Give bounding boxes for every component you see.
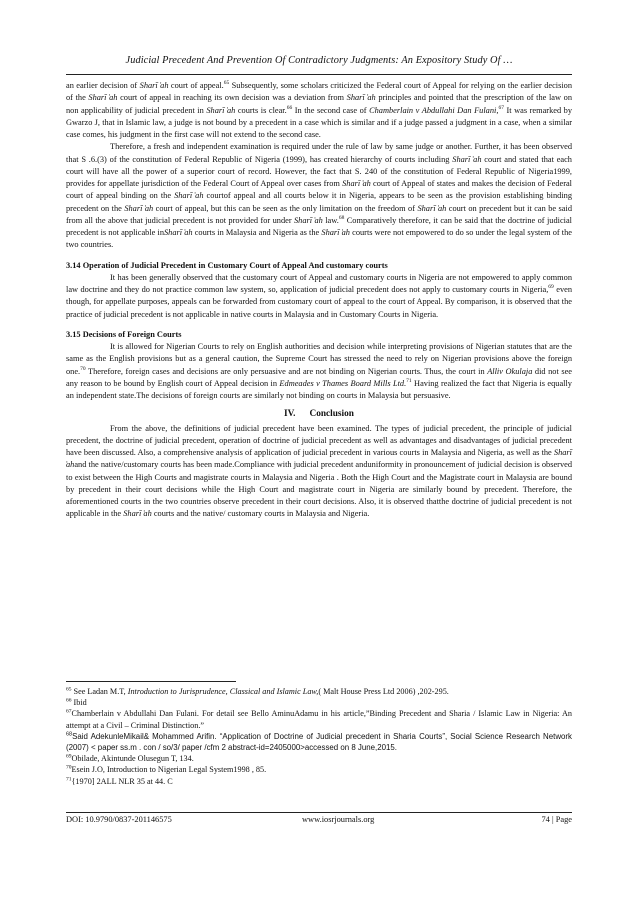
footnote-ref: 70 xyxy=(80,365,86,372)
paragraph-2: Therefore, a fresh and independent examination is required under the rule of law by same judge or another. Further, it has been observed that S .6.(3) of the constitution of Federal Republic of Nigeria (1999), has created hierarchy of courts including Sharī ̒ah court and stated that each court will have all the power of a superior court of record. However, the fact that S. 240 of the constitution of Federal Republic of Nigeria1999, provides for appellate jurisdiction of the Federal Court of Appeal over cases from Sharī ̒ah court of Appeal of states and makes the decision of Federal court of appeal binding on the Sharī ̒ah courtof appeal and all courts below it in Nigeria, appears to be seen as the provision establishing binding precedent on the Sharī ̒ah court of appeal, but this can be seen as the only limitation on the freedom of Sharī ̒ah court on precedent but it can be said from all the above that judicial precedent is not provided for under Sharī ̒ah law.$^{68}$ Comparatively therefore, it can be said that the doctrine of judicial precedent is not applicable inSharī ̒ah courts in Malaysia and Nigeria as the Sharī ̒ah courts were not empowered to do so under the legal system of the two countries. xyxy=(66,142,573,250)
footnote-69: $^{69}$Obilade, Akintunde Olusegun T, 134. xyxy=(66,753,194,764)
paragraph-3-15: It is allowed for Nigerian Courts to rely on English authorities and decision while interpreting provisions of Nigerian statutes that are the same as the English provisions but as a general caution, the Supreme Court has stressed the need to rely on Nigerian provisions above the foreign one.$^{70}$ Therefore, foreign cases and decisions are only persuasive and are not binding on Nigerian courts. Thus, the court in Alliv Okulaja did not see any reason to be bound by English court of Appeal decision in Edmeades v Thames Board Mills Ltd.$^{71}$ Having realized the fact that Nigeria is equally an independent state.The decisions of foreign courts are similarly not binding on courts in Malaysia but persuasive. xyxy=(66,342,572,400)
footnote-68: $^{68}$Said AdekunleMikail& Mohammed Arifin. “Application of Doctrine of Judicial precedent in Sharia Courts”, Social Science Research Network (2007) < paper ss.m . con / so/3/ paper /cfm 2 abstract-id=2405000>accessed on 8 June,2015. xyxy=(66,731,572,753)
paragraph-1: an earlier decision of Sharī ̒ah court of appeal.$^{65}$ Subsequently, some scholars criticized the Federal court of Appeal for relying on the earlier decision of the Sharī ̒ah court of appeal in reaching its own decision was a deviation from Sharī ̒ah principles and pointed that the prescription of the law on non applicability of judicial precedent in Sharī ̒ah courts is clear.$^{66}$ In the second case of Chamberlain v Abdullahi Dan Fulani,$^{67}$ It was remarked by Gwarzo J, that in Islamic law, a judge is not bound by a precedent in a case which is similar and if a judge passed a judgment in a case, when a similar case comes, his judgment in the first case will not extend to the second case. xyxy=(66,80,573,139)
section-heading-3-15: 3.15 Decisions of Foreign Courts xyxy=(66,329,182,339)
footnote-ref: 69 xyxy=(548,284,554,291)
footnote-ref: 65 xyxy=(223,80,230,87)
header-rule xyxy=(66,74,572,75)
paragraph-conclusion: From the above, the definitions of judicial precedent have been examined. The types of judicial precedent, the principle of judicial precedent, the doctrine of judicial precedent, operation of doctrine of judicial precedent as well as advantages and disadvantages of judicial precedent have been discussed. Also, a comprehensive analysis of application of judicial precedent in various courts in Malaysia and Nigeria, as well as the Sharī ̒ahand the native/customary courts has been made.Compliance with judicial precedent anduniformity in pronouncement of judicial decision is observed to exist between the High Courts and magistrate courts in Malaysia and Nigeria . Both the High Court and the Magistrate court in Malaysia are bound by precedent in their court decisions while the High Court and magistrate court in Nigeria are similarly bound by precedent. Therefore, the aforementioned courts in the two countries observe precedent in their court decisions. Also, it is observed thatthe doctrine of judicial precedent is not applicable in the Sharī ̒ah courts and the native/ customary courts in Malaysia and Nigeria. xyxy=(66,423,572,519)
page-number: 74 | Page xyxy=(541,815,572,824)
article-body xyxy=(66,80,572,521)
footnote-65: $^{65}$ See Ladan M.T, Introduction to Jurisprudence, Classical and Islamic Law,( Malt House Press Ltd 2006) ,202-295. xyxy=(66,686,449,696)
footnotes xyxy=(66,686,572,787)
footnote-ref: 68 xyxy=(338,214,345,221)
section-heading-3-14: 3.14 Operation of Judicial Precedent in Customary Court of Appeal And customary courts xyxy=(66,260,388,270)
doi-text: DOI: 10.9790/0837-201146575 xyxy=(66,815,172,824)
paragraph-3-14: It has been generally observed that the customary court of Appeal and customary courts in Nigeria are not empowered to apply common law doctrine and they do not practice common law system, so, application of judicial precedent does not apply to customary courts in Nigeria,$^{69}$ even though, for appellate purposes, appeals can be forwarded from customary court of appeal to the court of Appeal. By comparison, it is observed that the practice of judicial precedent is not applicable in native courts in Malaysia and in Customary Courts in Nigeria. xyxy=(66,272,572,319)
footer-rule xyxy=(66,812,572,813)
conclusion-heading: IV. Conclusion xyxy=(284,409,354,420)
footnote-66: $^{66}$ Ibid xyxy=(66,697,87,708)
footnote-ref: 67 xyxy=(498,104,504,111)
footnote-67: $^{67}$Chamberlain v Abdullahi Dan Fulani. For detail see Bello AminuAdamu in his article,”Binding Precedent and Sharia / Islamic Law in Nigeria: An attempt at a Civil – Criminal Distinction.” xyxy=(66,708,572,730)
footnote-71: $^{71}${1970] 2ALL NLR 35 at 44. C xyxy=(66,775,173,786)
footnote-ref: 71 xyxy=(406,377,412,384)
journal-site-link[interactable]: www.iosrjournals.org xyxy=(302,815,375,824)
footnote-rule xyxy=(66,681,236,682)
running-header: Judicial Precedent And Prevention Of Contradictory Judgments: An Expository Study Of … xyxy=(125,55,513,66)
footnote-ref: 66 xyxy=(286,104,293,111)
footnote-70: $^{70}$Esein J.O, Introduction to Nigerian Legal System1998 , 85. xyxy=(66,764,267,775)
